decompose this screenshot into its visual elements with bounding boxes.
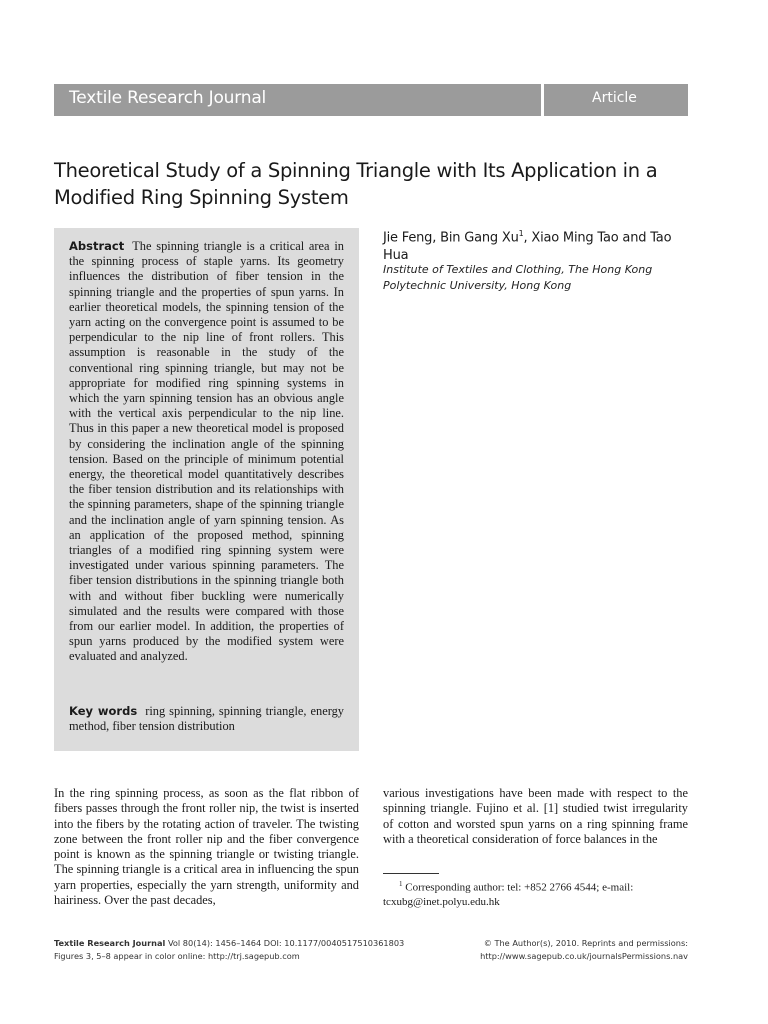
author-footnote-marker: 1 <box>518 229 524 238</box>
author-list <box>383 225 683 265</box>
authors-part-2: , Xiao Ming Tao and Tao Hua <box>383 230 672 264</box>
body-right-column: various investigations have been made with respect to the spinning triangle. Fujino et al. [1] studied twist irregularity of cotton and worsted spun yarns on a ring spinning frame with a theoretical consideration of force balances in the <box>383 786 688 846</box>
footer-journal-name: Textile Research Journal <box>54 938 166 948</box>
footnote-divider <box>383 873 439 874</box>
journal-name: Textile Research Journal <box>69 88 267 108</box>
body-left-column: In the ring spinning process, as soon as the flat ribbon of fibers passes through the front roller nip, the twist is inserted into the fibers by the rotating action of traveler. The twisting zone between the front roller nip and the fiber convergence point is known as the spinning triangle or twisting triangle. The spinning triangle is a critical area in influencing the spun yarn properties, especially the yarn strength, uniformity and hairiness. Over the past decades, <box>54 786 359 908</box>
article-type-box <box>544 84 688 116</box>
paper-title: Theoretical Study of a Spinning Triangle with Its Application in a Modified Ring Spinning System <box>54 159 658 209</box>
keywords-text: ring spinning, spinning triangle, energy method, fiber tension distribution <box>69 704 344 734</box>
journal-name-box <box>54 84 541 116</box>
footer-citation-text: Vol 80(14): 1456–1464 DOI: 10.1177/0040517510361803 <box>167 938 405 948</box>
abstract-paragraph <box>69 239 344 665</box>
footnote-text: Corresponding author: tel: +852 2766 4544; e-mail: tcxubg@inet.polyu.edu.hk <box>383 881 634 908</box>
affiliation: Institute of Textiles and Clothing, The Hong Kong Polytechnic University, Hong Kong <box>383 263 653 292</box>
authors-part-1: Jie Feng, Bin Gang Xu <box>383 230 519 246</box>
journal-header-bar <box>54 84 688 116</box>
footer-rights <box>400 937 688 963</box>
abstract-box <box>54 228 359 751</box>
abstract-label: Abstract <box>69 239 125 253</box>
abstract-text: The spinning triangle is a critical area in the spinning process of staple yarns. Its geometry influences the distribution of fiber tension in the spinning triangle and the properties of spun yarns. In earlier theoretical models, the spinning tension of the yarn acting on the convergence point is assumed to be perpendicular to the nip line of front rollers. This assumption is reasonable in the study of the conventional ring spinning triangle, but may not be appropriate for modified ring spinning systems in which the yarn spinning tension has an obvious angle with the vertical axis perpendicular to the nip line. Thus in this paper a new theoretical model is proposed by considering the inclination angle of the spinning tension. Based on the principle of minimum potential energy, the theoretical model quantitatively describes the fiber tension distribution and its relationships with the spinning parameters, shape of the spinning triangle and the inclination angle of yarn spinning tension. As an application of the proposed method, spinning triangles of a modified ring spinning system were investigated under various spinning parameters. The fiber tension distributions in the spinning triangle both with and without fiber buckling were numerically simulated and the results were compared with those from our earlier model. In addition, the properties of spun yarns produced by the modified system were evaluated and analyzed. <box>69 239 344 664</box>
footnote-marker: 1 <box>399 880 403 888</box>
footer-color-note: Figures 3, 5–8 appear in color online: http://trj.sagepub.com <box>54 951 300 961</box>
keywords-paragraph <box>69 704 344 734</box>
footer-citation <box>54 937 414 963</box>
footer-permissions-link[interactable]: http://www.sagepub.co.uk/journalsPermissions.nav <box>480 951 688 961</box>
footer-rights-text: © The Author(s), 2010. Reprints and permissions: <box>483 938 688 948</box>
article-type-label: Article <box>592 90 637 106</box>
keywords-label: Key words <box>69 704 138 718</box>
footnote <box>383 877 688 909</box>
